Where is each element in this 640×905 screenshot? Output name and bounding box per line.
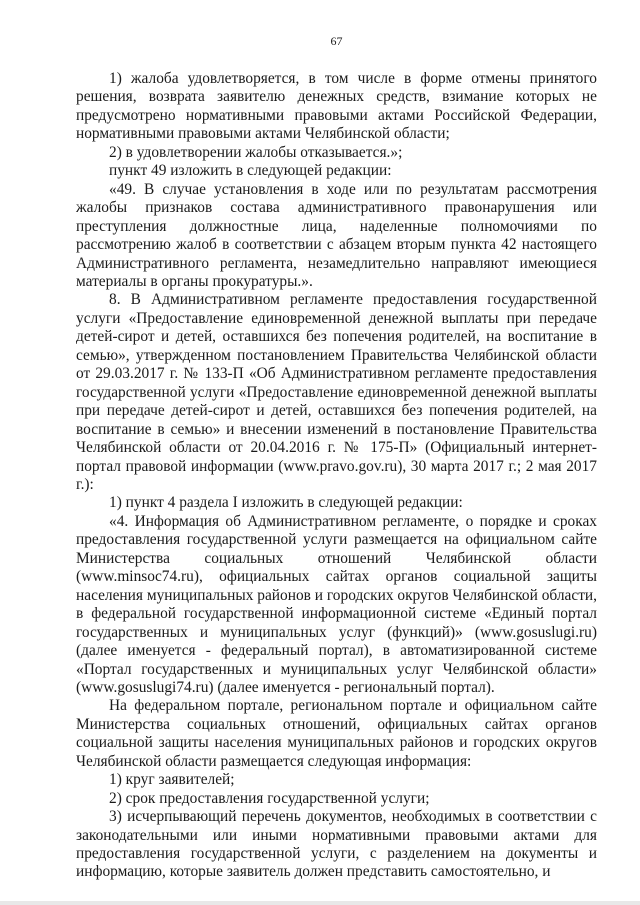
paragraph: 1) жалоба удовлетворяется, в том числе в форме отмены принятого решения, возврата заявителю денежных средств, взимание которых не предусмотрено нормативными правовыми актами Российской Федерации, нормативными правовыми актами Челябинской области; [76,70,597,143]
page-number: 67 [330,34,343,48]
paragraph: 3) исчерпывающий перечень документов, необходимых в соответствии с законодательными или иными нормативными правовыми актами для предоставления государственной услуги, с разделением на документы и информацию, которые заявитель должен представить самостоятельно, и [76,808,597,881]
document-body [76,70,597,882]
paragraph: 1) круг заявителей; [109,771,235,789]
bottom-edge [0,901,640,905]
paragraph: 8. В Административном регламенте предоставления государственной услуги «Предоставление единовременной денежной выплаты при передаче детей-сирот и детей, оставшихся без попечения родителей, на воспитание в семью», утвержденном постановлением Правительства Челябинской области от 29.03.2017 г. № 133-П «Об Административном регламенте предоставления государственной услуги «Предоставление единовременной денежной выплаты при передаче детей-сирот и детей, оставшихся без попечения родителей, на воспитание в семью» и внесении изменений в постановление Правительства Челябинской области от 20.04.2016 г. № 175-П» (Официальный интернет-портал правовой информации (www.pravo.gov.ru), 30 марта 2017 г.; 2 мая 2017 г.): [76,291,597,493]
paragraph: «4. Информация об Административном регламенте, о порядке и сроках предоставления государственной услуги размещается на официальном сайте Министерства социальных отношений Челябинской области (www.minsoc74.ru), официальных сайтах органов социальной защиты населения муниципальных районов и городских округов Челябинской области, в федеральной государственной информационной системе «Единый портал государственных и муниципальных услуг (функций)» (www.gosuslugi.ru) (далее именуется - федеральный портал), в автоматизированной системе «Портал государственных и муниципальных услуг Челябинской области» (www.gosuslugi74.ru) (далее именуется - региональный портал). [76,512,597,696]
paragraph: 1) пункт 4 раздела I изложить в следующей редакции: [109,494,463,512]
paragraph: 2) срок предоставления государственной услуги; [109,789,430,807]
paragraph: пункт 49 изложить в следующей редакции: [109,162,392,180]
paragraph: На федеральном портале, региональном портале и официальном сайте Министерства социальных отношений, официальных сайтах органов социальной защиты населения муниципальных районов и городских округов Челябинской области размещается следующая информация: [76,697,597,770]
paragraph: «49. В случае установления в ходе или по результатам рассмотрения жалобы признаков состава административного правонарушения или преступления должностные лица, наделенные полномочиями по рассмотрению жалоб в соответствии с абзацем вторым пункта 42 настоящего Административного регламента, незамедлительно направляют имеющиеся материалы в органы прокуратуры.». [76,180,597,290]
paragraph: 2) в удовлетворении жалобы отказывается.»; [109,143,403,161]
